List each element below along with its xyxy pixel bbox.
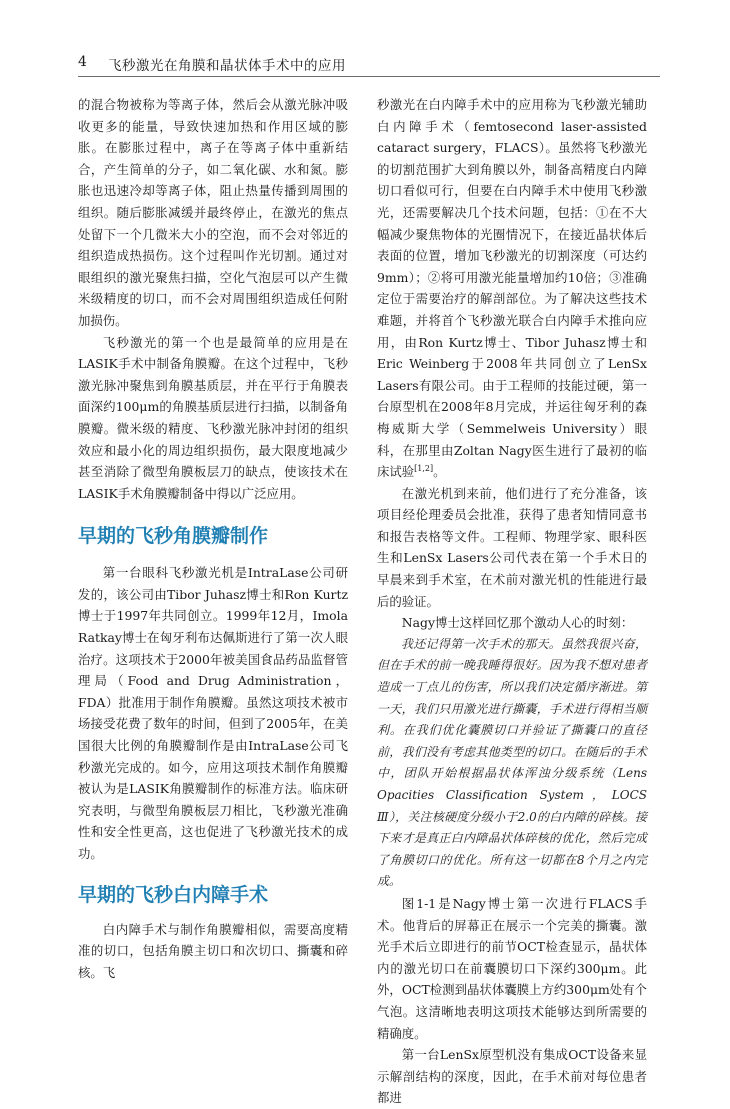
paragraph-nagy-recall: Nagy博士这样回忆那个激动人心的时刻：	[401, 615, 634, 631]
paragraph-figure-1-1: 图1-1是Nagy博士第一次进行FLACS手术。他背后的屏幕正在展示一个完美的撕囊。激光手术后立即进行的前节OCT检查显示，晶状体内的激光切口在前囊膜切口下深约300μm。此外，OCT检测到晶状体囊膜上方约300μm处有个气泡。这清晰地表明这项技术能够达到所需要的精确度。	[377, 895, 647, 1041]
header-divider	[78, 76, 660, 77]
section-heading-early-flap: 早期的飞秒角膜瓣制作	[78, 525, 269, 548]
section-heading-early-cataract: 早期的飞秒白内障手术	[78, 883, 269, 906]
citation-ref: [1,2]	[414, 463, 434, 473]
paragraph-lensx-prototype: 第一台LenSx原型机没有集成OCT设备来显示解剖结构的深度，因此，在手术前对每位患者都进	[377, 1047, 647, 1106]
running-header	[78, 52, 660, 76]
left-column	[78, 94, 348, 983]
paragraph-flacs-intro: 秒激光在白内障手术中的应用称为飞秒激光辅助白内障手术（femtosecond laser-assisted cataract surgery，FLACS）。虽然将飞秒激光的切割范围扩大到角膜以外，制备高精度白内障切口看似可行，但要在白内障手术中使用飞秒激光，还需要解决几个技术问题，包括：①在不大幅减少聚焦物体的光圈情况下，在接近晶状体后表面的位置，增加飞秒激光的切割深度（可达约9mm）；②将可用激光能量增加约10倍；③准确定位于需要治疗的解剖部位。为了解决这些技术难题，并将首个飞秒激光联合白内障手术推向应用，由Ron Kurtz博士、Tibor Juhasz博士和Eric Weinberg于2008年共同创立了LenSx Lasers有限公司。由于工程师的技能过硬，第一台原型机在2008年8月完成，并运往匈牙利的森梅威斯大学（Semmelweis University）眼科，在那里由Zoltan Nagy医生进行了最初的临床试验[1,2]。	[377, 97, 647, 480]
paragraph-lasik-flap: 飞秒激光的第一个也是最简单的应用是在LASIK手术中制备角膜瓣。在这个过程中，飞秒激光脉冲聚焦到角膜基质层，并在平行于角膜表面深约100μm的角膜基质层进行扫描，以制备角膜瓣。微米级的精度、飞秒激光脉冲封闭的组织效应和最小化的周边组织损伤，最大限度地减少甚至消除了微型角膜板层刀的缺点，使该技术在LASIK手术角膜瓣制备中得以广泛应用。	[78, 334, 348, 501]
paragraph-cataract-incisions: 白内障手术与制作角膜瓣相似，需要高度精准的切口，包括角膜主切口和次切口、撕囊和碎核。飞	[78, 921, 348, 980]
quote-nagy: 我还记得第一次手术的那天。虽然我很兴奋，但在手术的前一晚我睡得很好。因为我不想对患者造成一丁点儿的伤害，所以我们决定循序渐进。第一天，我们只用激光进行撕囊，手术进行得相当顺利。在我们优化囊膜切口并验证了撕囊口的直径前，我们没有考虑其他类型的切口。在随后的手术中，团队开始根据晶状体浑浊分级系统（Lens Opacities Classification System，LOCS Ⅲ），关注核硬度分级小于2.0的白内障的碎核。接下来才是真正白内障晶状体碎核的优化，然后完成了角膜切口的优化。所有这一切都在8个月之内完成。	[377, 636, 647, 889]
paragraph-plasma-expansion: 的混合物被称为等离子体，然后会从激光脉冲吸收更多的能量，导致快速加热和作用区域的膨胀。在膨胀过程中，离子在等离子体中重新结合，产生简单的分子，如二氧化碳、水和氮。膨胀也迅速冷却等离子体，阻止热量传播到周围的组织。随后膨胀减缓并最终停止，在激光的焦点处留下一个几微米大小的空泡，而不会对邻近的组织造成热损伤。这个过程叫作光切割。通过对眼组织的激光聚焦扫描，空化气泡层可以产生微米级精度的切口，而不会对周围组织造成任何附加损伤。	[78, 97, 348, 328]
paragraph-intralase-history: 第一台眼科飞秒激光机是IntraLase公司研发的，该公司由Tibor Juhasz博士和Ron Kurtz博士于1997年共同创立。1999年12月，Imola Ratkay博士在匈牙利布达佩斯进行了第一次人眼治疗。这项技术于2000年被美国食品药品监督管理局（Food and Drug Administration，FDA）批准用于制作角膜瓣。虽然这项技术被市场接受花费了数年的时间，但到了2005年，在美国很大比例的角膜瓣制作是由IntraLase公司飞秒激光完成的。如今，应用这项技术制作角膜瓣被认为是LASIK角膜瓣制作的标准方法。临床研究表明，与微型角膜板层刀相比，飞秒激光准确性和安全性更高，这也促进了飞秒激光技术的成功。	[78, 565, 348, 861]
right-column	[377, 94, 647, 1109]
running-title: 飞秒激光在角膜和晶状体手术中的应用	[108, 58, 346, 74]
page-number: 4	[78, 54, 87, 70]
paragraph-preparation: 在激光机到来前，他们进行了充分准备，该项目经伦理委员会批准，获得了患者知情同意书和报告表格等文件。工程师、物理学家、眼科医生和LenSx Lasers公司代表在第一个手术日的早晨来到手术室，在术前对激光机的性能进行最后的验证。	[377, 485, 647, 609]
